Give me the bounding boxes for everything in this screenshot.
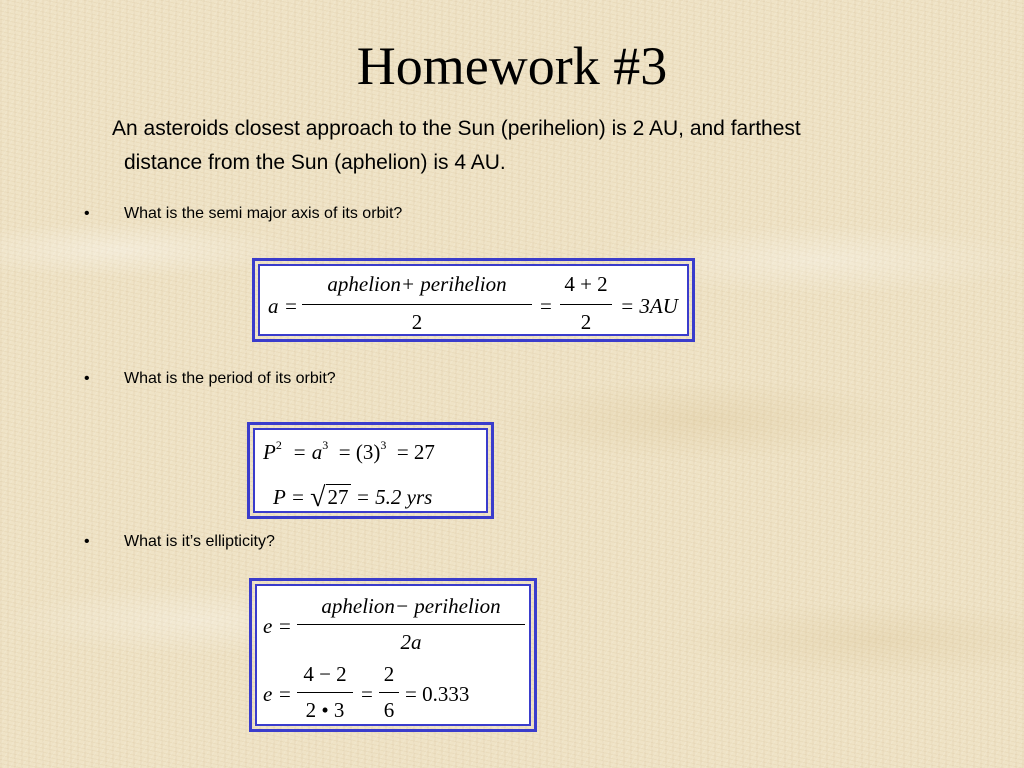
ellipticity-equation-box	[249, 578, 537, 732]
intro-line-1: An asteroids closest approach to the Sun (perihelion) is 2 AU, and farthest	[112, 117, 801, 140]
eq2-line-2	[273, 482, 432, 514]
equation-canvas	[255, 584, 531, 726]
eq2-result-1: = 27	[396, 440, 435, 464]
equation-canvas	[258, 264, 689, 336]
eq1-numerator-2: 4 + 2	[564, 272, 608, 296]
eq3-fraction-bar-1	[297, 624, 525, 625]
question-text: What is the semi major axis of its orbit?	[124, 205, 403, 222]
eq3-numerator-2: 4 − 2	[303, 662, 347, 686]
eq2-radicand: 27	[327, 485, 349, 509]
eq1-denominator-2: 2	[580, 310, 592, 334]
eq2-line2-lhs: P =	[273, 485, 305, 509]
eq1-denominator: 2	[411, 310, 423, 334]
equation-canvas	[253, 428, 488, 513]
eq3-lhs-1: e =	[263, 614, 292, 638]
question-ellipticity	[84, 532, 275, 552]
bullet-marker: •	[84, 370, 90, 387]
eq2-line-1	[263, 440, 435, 465]
eq1-lhs: a =	[268, 294, 298, 318]
eq2-a: = a	[292, 440, 323, 464]
question-text: What is it’s ellipticity?	[124, 533, 275, 550]
eq1-result: = 3AU	[620, 294, 678, 318]
bullet-marker: •	[84, 533, 90, 550]
square-root-icon: √	[310, 482, 326, 513]
bullet-marker: •	[84, 205, 90, 222]
eq1-fraction-bar-2	[560, 304, 612, 305]
eq3-denominator-1: 2a	[400, 630, 422, 654]
eq3-numerator-3: 2	[383, 662, 395, 686]
eq2-three-exponent: 3	[380, 438, 387, 452]
eq2-result-2: = 5.2 yrs	[355, 485, 433, 509]
eq3-numerator-1: aphelion− perihelion	[321, 594, 501, 618]
eq2-a-exponent: 3	[322, 438, 329, 452]
eq3-denominator-2: 2 • 3	[305, 698, 345, 722]
question-period	[84, 369, 336, 389]
question-text: What is the period of its orbit?	[124, 370, 336, 387]
eq3-denominator-3: 6	[383, 698, 395, 722]
question-semi-major-axis	[84, 204, 402, 224]
eq1-numerator: aphelion+ perihelion	[327, 272, 507, 296]
eq1-equals: =	[540, 294, 552, 318]
eq3-fraction-bar-2	[297, 692, 353, 693]
intro-paragraph	[112, 112, 912, 180]
eq2-three: = (3)	[338, 440, 381, 464]
eq3-equals: =	[361, 682, 373, 706]
eq3-result: = 0.333	[405, 682, 470, 706]
eq1-fraction-bar	[302, 304, 532, 305]
intro-line-2: distance from the Sun (aphelion) is 4 AU.	[124, 151, 506, 174]
slide-title: Homework #3	[356, 36, 668, 96]
eq3-fraction-bar-3	[379, 692, 399, 693]
eq2-P-exponent: 2	[275, 438, 282, 452]
period-equation-box	[247, 422, 494, 519]
eq2-P: P	[263, 440, 276, 464]
eq3-lhs-2: e =	[263, 682, 292, 706]
semi-major-axis-equation-box	[252, 258, 695, 342]
